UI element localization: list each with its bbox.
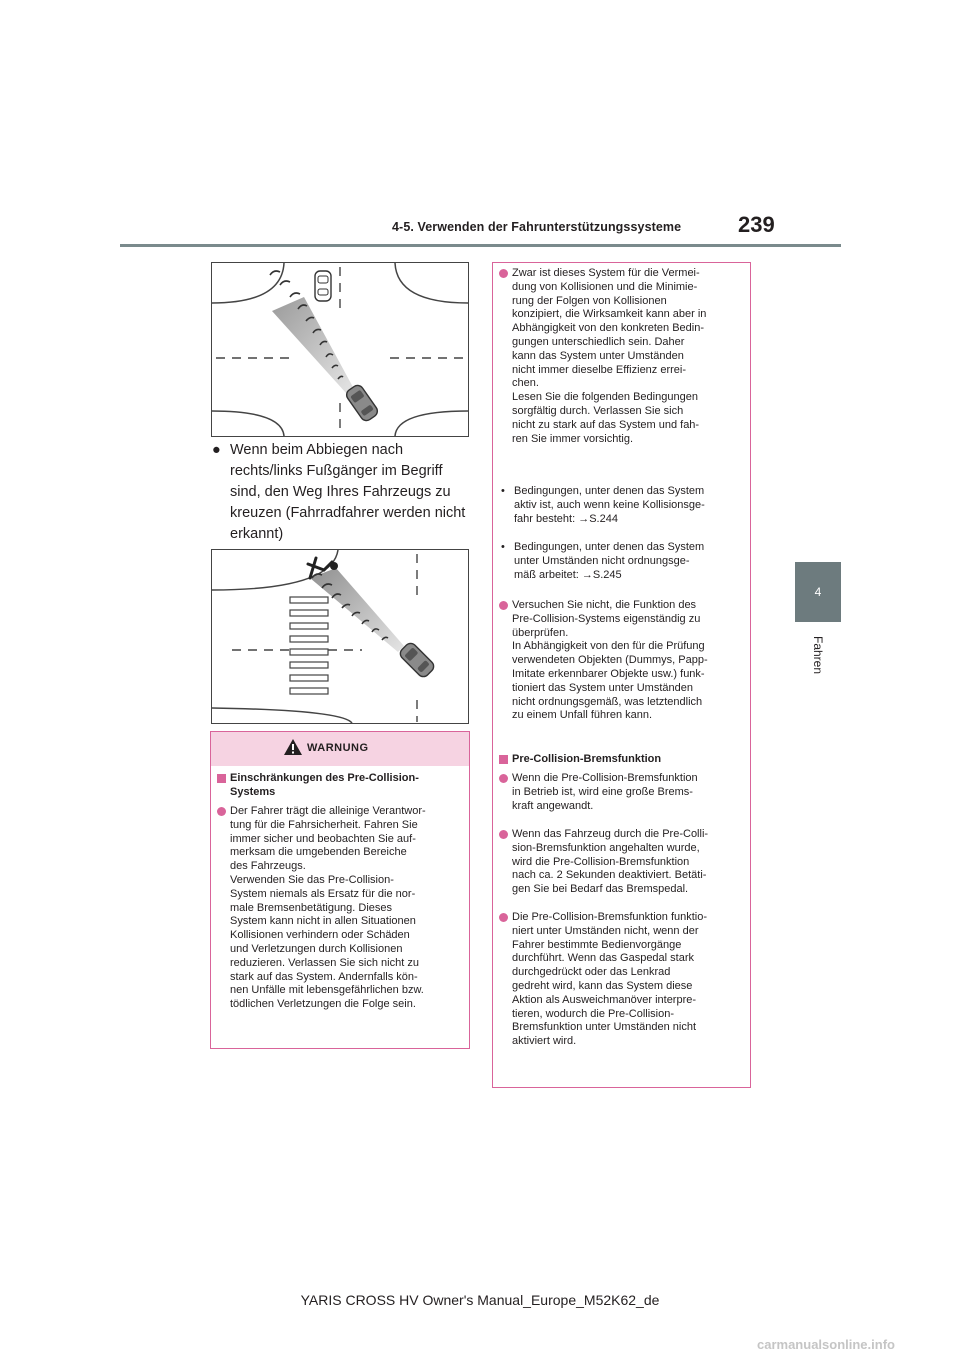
dot-bullet-icon: [499, 774, 508, 783]
dot-bullet-icon: [499, 601, 508, 610]
warning-item-text: Der Fahrer trägt die alleinige Verantwor- tung für die Fahrsicherheit. Fahren Sie immer sicher und beobachten Sie auf- merksam die umgebenden Bereiche des Fahrzeugs. Verwenden Sie das Pre-Collision- System niemals als Ersatz für die nor- male Bremsenbetätigung. Dieses System kann nicht in allen Situationen Kollisionen verhindern oder Schäden und Verletzungen durch Kollisionen reduzieren. Verlassen Sie sich nicht zu stark auf das System. Andernfalls kön- nen Unfälle mit lebensgefährlichen bzw. tödlichen Verletzungen die Folge sein.: [230, 805, 426, 1011]
warning-title: WARNUNG: [307, 742, 369, 754]
info-subitem: [501, 541, 747, 582]
info-box: [492, 262, 751, 1088]
chapter-label: Fahren: [811, 635, 825, 675]
footer-manual-id: YARIS CROSS HV Owner's Manual_Europe_M52K62_de: [300, 1292, 660, 1308]
crossing-illustration: [212, 550, 468, 723]
info-item: [499, 772, 747, 813]
warning-item-heading: [217, 772, 465, 800]
info-item-text: Bedingungen, unter denen das System aktiv ist, auch wenn keine Kollisionsge- fahr besteht: →S.244: [514, 485, 705, 525]
info-item: [499, 828, 747, 897]
main-bullet-text: Wenn beim Abbiegen nach rechts/links Fußgänger im Begriff sind, den Weg Ihres Fahrzeugs zu kreuzen (Fahrradfahrer werden nicht erkannt): [230, 442, 466, 542]
info-item: [499, 267, 747, 446]
page-number: 239: [738, 212, 775, 237]
small-bullet: •: [501, 541, 505, 553]
square-bullet-icon: [217, 774, 226, 783]
warning-box: [210, 731, 470, 1049]
info-item-text: Die Pre-Collision-Bremsfunktion funktio- niert unter Umständen nicht, wenn der Fahrer bestimmte Bedienvorgänge durchführt. Wenn das Gaspedal stark durchgedrückt oder das Lenkrad gedreht wird, kann das System diese Aktion als Ausweichmanöver interpre- tieren, wodurch die Pre-Collision- Bremsfunktion unter Umständen nicht aktiviert wird.: [512, 911, 708, 1048]
info-item-text: Versuchen Sie nicht, die Funktion des Pre-Collision-Systems eigenständig zu überprüfen. In Abhängigkeit von den für die Prüfung verwendeten Objekten (Dummys, Papp- Imitate erkennbarer Objekte usw.) funk- tioniert das System unter Umständen nicht ordnungsgemäß, was letztendlich zu einem Unfall führen kann.: [512, 599, 708, 722]
chapter-number: 4: [814, 585, 822, 599]
dot-bullet-icon: [499, 269, 508, 278]
info-item-text: Bedingungen, unter denen das System unter Umständen nicht ordnungsge- mäß arbeitet: →S.245: [514, 541, 705, 581]
section-title: 4-5. Verwenden der Fahrunterstützungssysteme: [392, 220, 682, 234]
info-heading-text: Pre-Collision-Bremsfunktion: [512, 753, 662, 765]
intersection-illustration: [212, 263, 468, 436]
watermark: carmanualsonline.info: [757, 1337, 895, 1352]
figure-pedestrian-crossing: [211, 549, 469, 724]
info-item-text: Wenn das Fahrzeug durch die Pre-Colli- sion-Bremsfunktion angehalten wurde, wird die Pre-Collision-Bremsfunktion nach ca. 2 Sekunden deaktiviert. Betäti- gen Sie bei Bedarf das Bremspedal.: [512, 828, 709, 896]
dot-bullet-icon: [499, 830, 508, 839]
square-bullet-icon: [499, 755, 508, 764]
dot-bullet-icon: [499, 913, 508, 922]
info-item-text: Wenn die Pre-Collision-Bremsfunktion in Betrieb ist, wird eine große Brems- kraft angewandt.: [512, 772, 698, 812]
header-rule: [120, 244, 841, 247]
chapter-label-container: [785, 630, 851, 680]
main-bullet: [212, 440, 472, 545]
warning-triangle-icon: [283, 738, 303, 756]
info-subitem: [501, 485, 747, 526]
small-bullet: •: [501, 485, 505, 497]
figure-turn-intersection: [211, 262, 469, 437]
bullet-dot: ●: [212, 442, 221, 458]
info-heading: [499, 753, 747, 767]
info-item: [499, 599, 747, 723]
chapter-tab[interactable]: [795, 562, 841, 622]
warning-item: [217, 805, 467, 1012]
dot-bullet-icon: [217, 807, 226, 816]
info-item: [499, 911, 747, 1049]
info-item-text: Zwar ist dieses System für die Vermei- dung von Kollisionen und die Minimie- rung der Folgen von Kollisionen konzipiert, die Wirksamkeit kann aber in Abhängigkeit von den konkreten Bedin- gungen unterschiedlich sein. Daher kann das System unter Umständen nicht immer dieselbe Effizienz errei- chen. Lesen Sie die folgenden Bedingungen sorgfältig durch. Verlassen Sie sich nicht zu stark auf das System und fah- ren Sie immer vorsichtig.: [512, 267, 707, 445]
warning-item-text: Einschränkungen des Pre-Collision- Systems: [230, 772, 419, 798]
